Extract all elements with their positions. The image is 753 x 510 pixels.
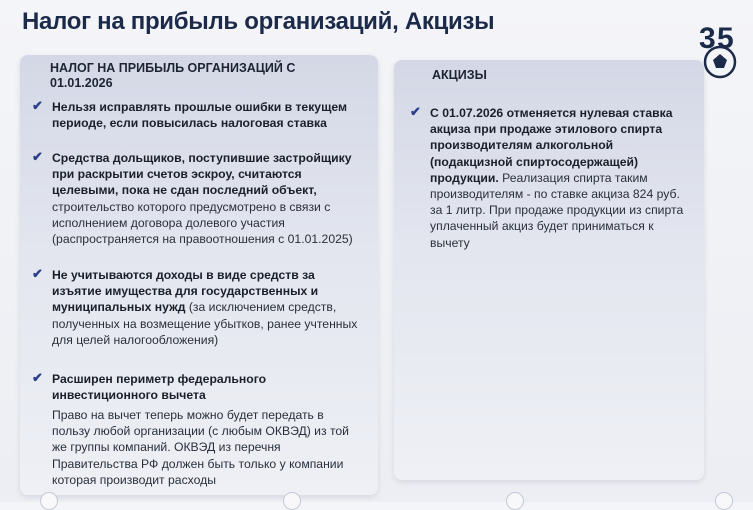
slide-dot[interactable]	[283, 492, 301, 510]
item-bold-text: С 01.07.2026 отменяется нулевая ставка акциза при продаже этилового спирта производителям алкогольной (подакцизной спиртосодержащей) продукции.	[430, 106, 673, 185]
item-bold-text: Средства дольщиков, поступившие застройщику при раскрытии счетов эскроу, считаются целевыми, пока не сдан последний объект,	[52, 151, 352, 198]
item-regular-text: Реализация спирта таким производителям - по ставке акциза 824 руб. за 1 литр. При продаже продукции из спирта уплаченный акциз будет приниматься к вычету	[430, 170, 684, 250]
excise-card	[394, 60, 704, 480]
check-icon: ✔	[32, 98, 43, 113]
item-regular-text: (за исключением средств, полученных на возмещение убытков, ранее учтенных для целей налогообложения)	[52, 300, 358, 347]
profit-tax-item-1	[32, 98, 362, 131]
svg-text:5: 5	[717, 22, 734, 55]
profit-tax-heading: НАЛОГ НА ПРИБЫЛЬ ОРГАНИЗАЦИЙ С 01.01.2026	[50, 61, 296, 90]
excise-item-1	[410, 104, 692, 251]
profit-tax-item-2	[32, 149, 362, 247]
item-bold-text: Нельзя исправлять прошлые ошибки в текущем периоде, если повысилась налоговая ставка	[52, 100, 347, 131]
profit-tax-card	[20, 55, 378, 495]
investment-deduction-note: Право на вычет теперь можно будет передать в пользу любой организации (с любым ОКВЭД) из той же группы компаний. ОКВЭД из перечня Правительства РФ должен быть только у компании которая производит расходы	[52, 408, 349, 487]
item-bold-text: Не учитываются доходы в виде средств за изъятие имущества для государственных и муниципальных нужд	[52, 268, 319, 315]
check-icon: ✔	[32, 149, 43, 164]
slide-dot[interactable]	[715, 492, 733, 510]
profit-tax-item-4	[32, 370, 362, 403]
slide-dot[interactable]	[506, 492, 524, 510]
profit-tax-item-3	[32, 266, 362, 348]
item-bold-text: Расширен периметр федерального инвестиционного вычета	[52, 372, 267, 403]
slide-dot[interactable]	[40, 492, 58, 510]
item-regular-text: строительство которого предусмотрено в связи с исполнением договора долевого участия (распространяется на правоотношения с 01.01.2025)	[52, 199, 353, 247]
excise-heading: АКЦИЗЫ	[432, 68, 487, 82]
svg-text:3: 3	[699, 22, 716, 55]
check-icon: ✔	[410, 104, 421, 119]
check-icon: ✔	[32, 266, 43, 281]
check-icon: ✔	[32, 370, 43, 385]
page-title: Налог на прибыль организаций, Акцизы	[22, 8, 495, 35]
